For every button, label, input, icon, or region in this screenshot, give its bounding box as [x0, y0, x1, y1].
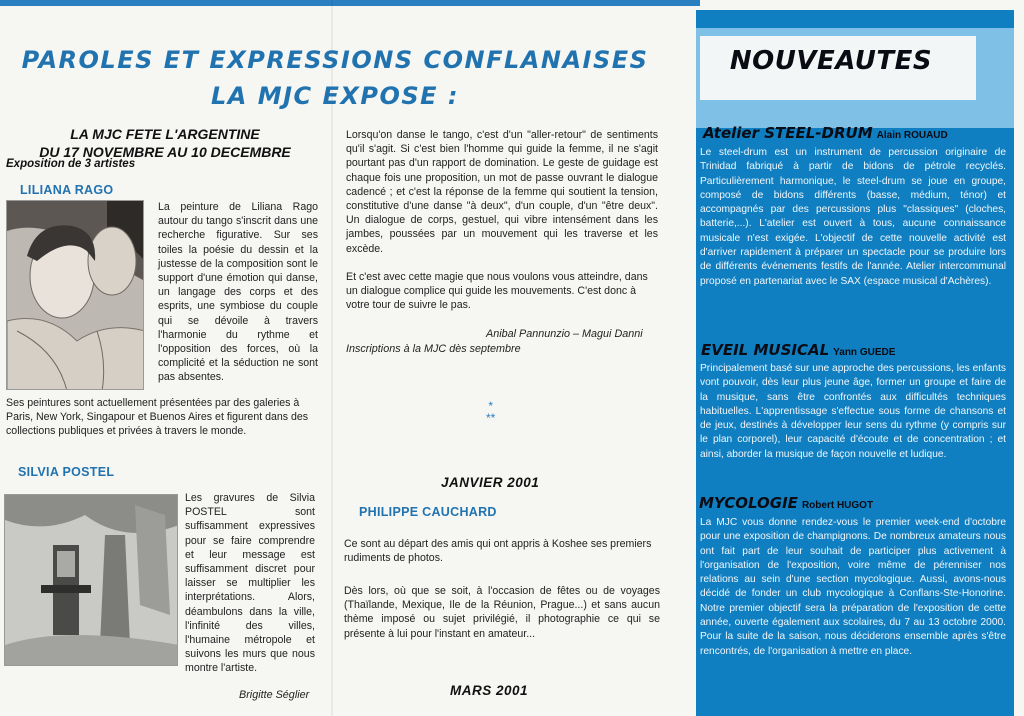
silvia-signature: Brigitte Séglier	[239, 689, 310, 701]
janvier-month: JANVIER 2001	[441, 475, 540, 490]
eveil-musical-heading	[701, 341, 895, 359]
silvia-paragraph: Les gravures de Silvia POSTEL sont suffisamment expressives pour se faire comprendre et leur message est suffisamment discret pour laisser se multiplier les interprétations. Alors, déambulons dans la ville, l'infinité des villes, l'humaine métropole et suivons les murs que nous montre l'artiste.	[185, 492, 315, 675]
steel-drum-paragraph: Le steel-drum est un instrument de percussion originaire de Trinidad fabriqué à partir de bidons de pétrole recyclés. Particulièrement harmonique, le steel-drum se joue en groupe, composé de bidons différents (basse, médium, ténor) et accompagnés par des percussions plus "classiques" (cloches, batterie,...). L'atelier est ouvert à tous, aucune connaissance musicale n'est exigée. L'objectif de cette nouvelle activité est d'arriver rapidement à préparer un spectacle pour se produire lors de différents événements festifs de l'année. Atelier intercommunal proposé en partenariat avec le SAX (espace musical d'Achères).	[700, 147, 1006, 287]
steel-drum-heading	[703, 124, 948, 142]
steel-drum-title: Atelier STEEL-DRUM	[703, 124, 873, 142]
city-engraving-icon	[5, 495, 178, 666]
star-separator	[486, 400, 495, 424]
title-line-1: PAROLES ET EXPRESSIONS CONFLANAISES	[21, 46, 649, 74]
mycologie-title: MYCOLOGIE	[699, 494, 798, 512]
tango-inscriptions: Inscriptions à la MJC dès septembre	[346, 343, 521, 355]
steel-drum-author: Alain ROUAUD	[876, 130, 948, 141]
liliana-paragraph-2: Ses peintures sont actuellement présentées par des galeries à Paris, New York, Singapour et Buenos Aires et figurent dans des collections publiques et privées à travers le monde.	[6, 397, 309, 438]
tango-paragraph-2: Et c'est avec cette magie que nous voulons vous atteindre, dans un dialogue complice qui guide les mouvements. C'est donc à votre tour de suivre le pas.	[346, 271, 648, 312]
star-icon-bottom: **	[486, 411, 496, 425]
eveil-musical-title: EVEIL MUSICAL	[701, 341, 830, 359]
top-rule	[0, 0, 700, 6]
silvia-name: SILVIA POSTEL	[18, 465, 115, 479]
mars-month: MARS 2001	[450, 683, 529, 698]
tango-couple-icon	[7, 201, 144, 390]
tango-paragraph-1: Lorsqu'on danse le tango, c'est d'un "aller-retour" de sentiments qu'il s'agit. Si c'est bien l'homme qui guide la femme, il ne s'agit pourtant pas d'un rapport de domination. Le geste de guidage est chaque fois une proposition, un mot de passe ouvrant le dialogue cadencé ; et c'est la réponse de la femme qui soutient la tension, constitutive d'une danse "à deux", d'un couple, d'un "être deux". Un dialogue de corps, gestuel, qui vibre intensément dans les jambes, poussées par un mouvement qui les traverse et les excède.	[346, 129, 658, 255]
philippe-name: PHILIPPE CAUCHARD	[359, 505, 497, 519]
liliana-paragraph: La peinture de Liliana Rago autour du tango s'inscrit dans une recherche figurative. Sur ses toiles la poésie du dessin et la justesse de la composition sont le support d'une émotion qui danse, un langage des corps et des esprits, une symbiose du couple qui se dévoile à travers l'harmonie du rythme et l'opposition des forces, où la complicité et la séduction ne sont pas absentes.	[158, 201, 318, 384]
liliana-name: LILIANA RAGO	[20, 183, 114, 197]
janvier-paragraph-2: Dès lors, où que se soit, à l'occasion de fêtes ou de voyages (Thaïlande, Mexique, Ile de la Réunion, Prague...) et sans aucun thème imposé ou sujet privilégié, il photographie ce qui se présente à lui pour l'instant en amateur...	[344, 585, 660, 640]
page-title	[0, 42, 670, 114]
mycologie-author: Robert HUGOT	[801, 500, 874, 511]
mycologie-paragraph: La MJC vous donne rendez-vous le premier week-end d'octobre pour une exposition de champignons. De nombreux amateurs nous ont fait part de leur souhait de participer plus activement à l'organisation de l'exposition, voire même de pérenniser nos relations au sein d'une section mycologique. Aussi, avons-nous décidé de fonder un club mycologique à Conflans-Ste-Honorine. Notre premier objectif sera la préparation de l'exposition de cette année, ouverte également aux scolaires, du 7 au 13 octobre 2000. Pour la suite de la saison, nous déciderons ensemble après s'être rencontrés, de l'organisation à mettre en place.	[700, 517, 1006, 657]
silvia-engraving-image	[4, 494, 178, 666]
argentine-subheading: Exposition de 3 artistes	[6, 158, 136, 170]
nouveautes-title: NOUVEAUTES	[729, 46, 933, 76]
eveil-musical-paragraph: Principalement basé sur une approche des percussions, les enfants vont pouvoir, dès leur plus jeune âge, former un groupe et faire de la musique, sans être confrontés aux difficultés techniques habituelles. L'apprentissage s'effectue sous forme de chansons et de jeux, destinés à développer leur sens du rythme (y compris sur le plan corporel), leur capacité d'écoute et de concentration ; et ainsi, aborder la musique de façon nouvelle et ludique.	[700, 363, 1006, 460]
argentine-heading	[0, 126, 330, 161]
janvier-paragraph-1: Ce sont au départ des amis qui ont appris à Koshee ses premiers rudiments de photos.	[344, 538, 652, 565]
mycologie-heading	[699, 494, 873, 512]
eveil-musical-author: Yann GUEDE	[833, 347, 896, 358]
star-icon-top: *	[488, 399, 493, 413]
liliana-painting-image	[6, 200, 144, 390]
argentine-heading-line-2: DU 17 NOVEMBRE AU 10 DECEMBRE	[39, 143, 291, 160]
title-line-2: LA MJC EXPOSE :	[210, 82, 460, 110]
tango-signature: Anibal Pannunzio – Magui Danni	[486, 328, 643, 340]
argentine-heading-line-1: LA MJC FETE L'ARGENTINE	[70, 126, 260, 142]
